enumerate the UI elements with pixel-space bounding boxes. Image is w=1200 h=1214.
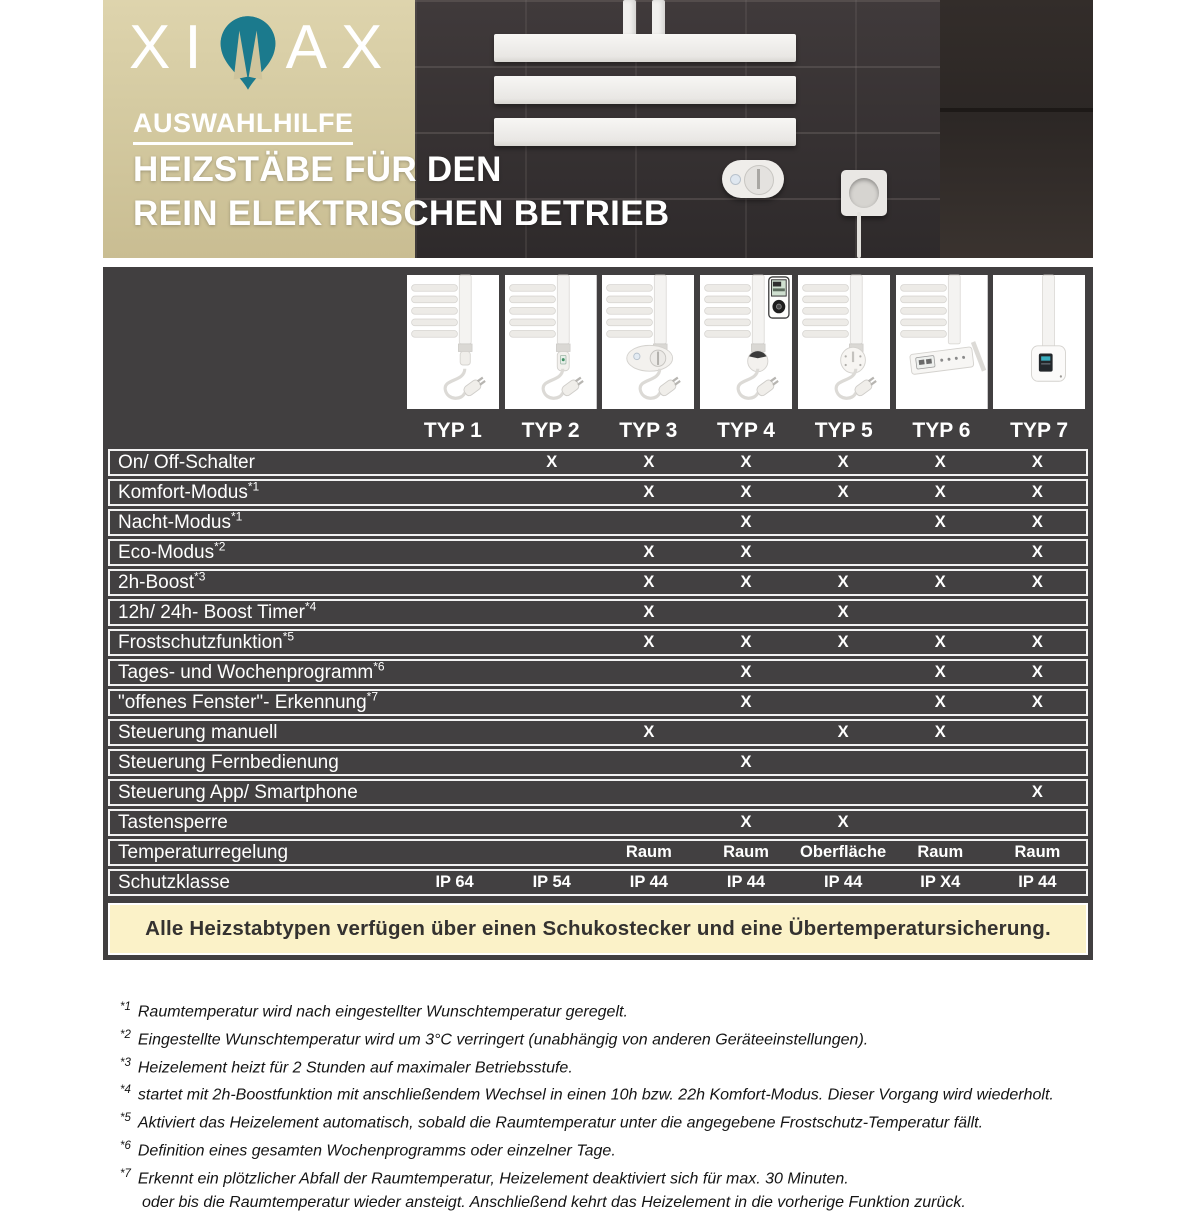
radiator-panel xyxy=(494,118,796,146)
feature-cell: X xyxy=(740,813,752,831)
feature-cell: Oberfläche xyxy=(800,843,887,861)
table-row xyxy=(108,599,1088,626)
product-image-typ-7 xyxy=(993,275,1085,409)
feature-cell: IP 44 xyxy=(726,873,766,891)
row-label: 2h-Boost$^{*3}$ xyxy=(118,569,206,593)
feature-cell: Raum xyxy=(625,843,672,861)
feature-rows xyxy=(108,449,1088,896)
feature-cell: X xyxy=(1031,783,1043,801)
feature-cell: X xyxy=(837,483,849,501)
row-label: Temperaturregelung xyxy=(118,842,289,863)
feature-cell: Raum xyxy=(723,843,769,861)
footnote: $^{*4}$ startet mit 2h-Boostfunktion mit anschließendem Wechsel in einen 10h bzw. 22h Komfort-Modus. Dieser Vorgang wird wiederholt. xyxy=(120,1084,1054,1104)
power-cord xyxy=(857,212,861,258)
table-row xyxy=(108,539,1088,566)
row-label: Steuerung Fernbedienung xyxy=(118,752,339,773)
row-label: Steuerung App/ Smartphone xyxy=(118,782,358,803)
product-image-typ-3 xyxy=(602,275,694,409)
feature-cell: X xyxy=(1031,663,1043,681)
feature-cell: Raum xyxy=(917,843,964,861)
feature-cell: X xyxy=(1031,693,1043,711)
wall-outlet xyxy=(841,170,887,216)
feature-cell: X xyxy=(643,603,655,621)
feature-cell: X xyxy=(837,573,849,591)
row-label: Steuerung manuell xyxy=(118,722,278,743)
logo-text-right: AX xyxy=(285,13,397,82)
table-row xyxy=(108,749,1088,776)
column-header-typ-1: TYP 1 xyxy=(423,419,482,442)
column-header-typ-2: TYP 2 xyxy=(521,419,580,442)
row-label: Eco-Modus$^{*2}$ xyxy=(118,539,226,563)
feature-cell: X xyxy=(643,723,655,741)
feature-cell: IP 54 xyxy=(532,873,571,891)
info-banner-text: Alle Heizstabtypen verfügen über einen Schukostecker und eine Übertemperatursicherung. xyxy=(145,917,1051,940)
feature-cell: X xyxy=(837,603,849,621)
footnote: oder bis die Raumtemperatur wieder ansteigt. Anschließend kehrt das Heizelement in die vorherige Funktion zurück. xyxy=(142,1193,966,1211)
title-line-1: HEIZSTÄBE FÜR DEN xyxy=(133,150,502,189)
feature-cell: X xyxy=(643,453,655,471)
feature-cell: X xyxy=(1031,483,1043,501)
feature-cell: X xyxy=(740,513,752,531)
feature-cell: IP X4 xyxy=(920,873,961,891)
column-header-typ-4: TYP 4 xyxy=(717,419,775,442)
table-row xyxy=(108,869,1088,896)
feature-cell: X xyxy=(546,453,558,471)
feature-cell: X xyxy=(1031,453,1043,471)
row-label: Tastensperre xyxy=(118,812,228,833)
product-image-typ-1 xyxy=(407,275,499,409)
title-line-2: REIN ELEKTRISCHEN BETRIEB xyxy=(133,194,670,233)
product-image-typ-4 xyxy=(700,275,792,409)
feature-cell: X xyxy=(837,813,849,831)
info-banner xyxy=(108,903,1088,955)
feature-cell: X xyxy=(1031,573,1043,591)
ximax-logo xyxy=(129,8,396,96)
table-row xyxy=(108,659,1088,686)
column-header-typ-6: TYP 6 xyxy=(912,419,971,442)
product-image-row xyxy=(108,271,1088,413)
subtitle: AUSWAHLHILFE xyxy=(133,108,353,145)
feature-cell: X xyxy=(837,723,849,741)
row-label: "offenes Fenster"- Erkennung$^{*7}$ xyxy=(118,689,379,713)
footnotes xyxy=(120,996,1093,1214)
footnote: $^{*3}$ Heizelement heizt für 2 Stunden auf maximaler Betriebsstufe. xyxy=(120,1056,573,1076)
table-row xyxy=(108,809,1088,836)
ximax-m-drop-icon xyxy=(212,10,284,96)
product-image-typ-2 xyxy=(505,275,597,409)
feature-cell: X xyxy=(643,543,655,561)
row-label: Frostschutzfunktion$^{*5}$ xyxy=(118,629,295,653)
radiator-panel xyxy=(494,34,796,62)
feature-cell: X xyxy=(643,573,655,591)
feature-cell: IP 44 xyxy=(1018,873,1057,891)
feature-cell: X xyxy=(934,723,946,741)
feature-cell: X xyxy=(1031,633,1043,651)
comparison-table xyxy=(103,267,1093,960)
feature-cell: X xyxy=(837,633,849,651)
feature-cell: X xyxy=(934,663,946,681)
feature-cell: X xyxy=(934,693,946,711)
table-row xyxy=(108,839,1088,866)
column-header-typ-7: TYP 7 xyxy=(1010,419,1069,442)
table-row xyxy=(108,479,1088,506)
feature-cell: X xyxy=(740,693,752,711)
table-row xyxy=(108,569,1088,596)
logo-text-left: XI xyxy=(129,13,216,82)
row-label: Tages- und Wochenprogramm$^{*6}$ xyxy=(118,659,385,683)
column-header-row xyxy=(108,413,1088,449)
row-label: Nacht-Modus$^{*1}$ xyxy=(118,509,243,533)
feature-cell: X xyxy=(934,633,946,651)
feature-cell: X xyxy=(643,483,655,501)
column-header-typ-5: TYP 5 xyxy=(814,419,873,442)
feature-cell: X xyxy=(740,663,752,681)
table-row xyxy=(108,719,1088,746)
row-label: On/ Off-Schalter xyxy=(118,452,255,473)
feature-cell: X xyxy=(643,633,655,651)
feature-cell: IP 44 xyxy=(629,873,668,891)
radiator-panel xyxy=(494,76,796,104)
footnote: $^{*1}$ Raumtemperatur wird nach eingestellter Wunschtemperatur geregelt. xyxy=(120,1001,628,1021)
feature-cell: X xyxy=(934,573,946,591)
feature-cell: X xyxy=(1031,513,1043,531)
table-row xyxy=(108,689,1088,716)
header-photo xyxy=(103,0,1093,258)
footnote: $^{*5}$ Aktiviert das Heizelement automatisch, sobald die Raumtemperatur unter die angegebene Frostschutz-Temperatur fällt. xyxy=(120,1112,984,1132)
column-header-typ-3: TYP 3 xyxy=(619,419,678,442)
table-row xyxy=(108,449,1088,476)
footnote: $^{*6}$ Definition eines gesamten Wochenprogramms oder einzelner Tage. xyxy=(120,1140,616,1160)
footnote: $^{*2}$ Eingestellte Wunschtemperatur wird um 3°C verringert (unabhängig von anderen Geräteeinstellungen). xyxy=(120,1028,869,1049)
row-label: 12h/ 24h- Boost Timer$^{*4}$ xyxy=(118,599,317,623)
feature-cell: X xyxy=(740,573,752,591)
row-label: Komfort-Modus$^{*1}$ xyxy=(118,479,260,503)
cabinet xyxy=(940,0,1093,258)
feature-cell: X xyxy=(740,633,752,651)
feature-cell: X xyxy=(1031,543,1043,561)
feature-cell: IP 44 xyxy=(824,873,863,891)
table-row xyxy=(108,629,1088,656)
table-row xyxy=(108,509,1088,536)
product-image-typ-5 xyxy=(798,275,890,409)
feature-cell: IP 64 xyxy=(435,873,474,891)
feature-cell: X xyxy=(837,453,849,471)
feature-cell: X xyxy=(934,453,946,471)
feature-cell: Raum xyxy=(1014,843,1061,861)
product-image-typ-6 xyxy=(896,275,988,409)
table-row xyxy=(108,779,1088,806)
heating-control-unit xyxy=(722,160,784,198)
page-title xyxy=(133,148,669,236)
footnote: $^{*7}$ Erkennt ein plötzlicher Abfall der Raumtemperatur, Heizelement deaktiviert sich für max. 30 Minuten. xyxy=(120,1167,849,1188)
row-label: Schutzklasse xyxy=(118,872,230,893)
feature-cell: X xyxy=(934,483,946,501)
feature-cell: X xyxy=(740,543,752,561)
feature-cell: X xyxy=(934,513,946,531)
feature-cell: X xyxy=(740,453,752,471)
feature-cell: X xyxy=(740,483,752,501)
feature-cell: X xyxy=(740,753,752,771)
